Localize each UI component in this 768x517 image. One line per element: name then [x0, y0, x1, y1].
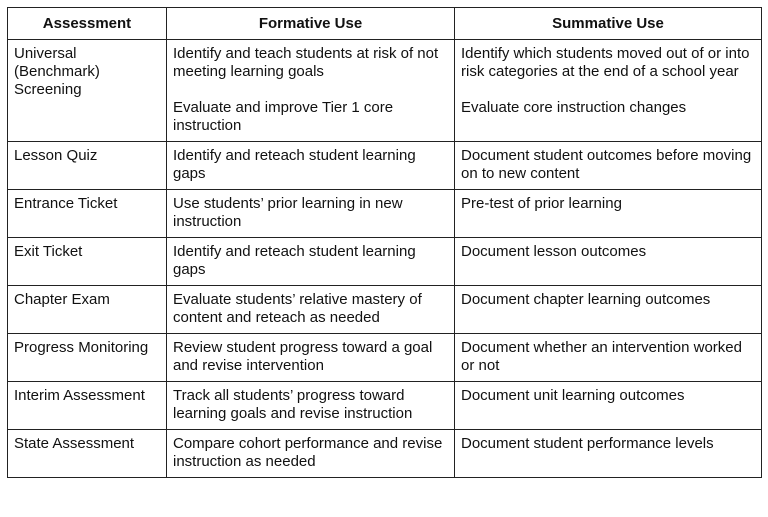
formative-cell: Review student progress toward a goal and revise intervention [167, 334, 455, 382]
summative-cell [455, 40, 762, 142]
formative-text: Evaluate and improve Tier 1 core instruction [173, 99, 394, 134]
table-row [8, 142, 762, 190]
summative-text: Identify which students moved out of or into risk categories at the end of a school year [461, 45, 750, 80]
assessment-cell: Universal (Benchmark) Screening [8, 40, 167, 142]
table-row [8, 190, 762, 238]
table-row [8, 40, 762, 142]
table-row [8, 334, 762, 382]
summative-cell: Document chapter learning outcomes [455, 286, 762, 334]
formative-cell: Identify and reteach student learning gaps [167, 238, 455, 286]
formative-cell: Compare cohort performance and revise instruction as needed [167, 430, 455, 478]
header-formative-use: Formative Use [167, 8, 455, 40]
assessment-cell: State Assessment [8, 430, 167, 478]
formative-text: Identify and teach students at risk of not meeting learning goals [173, 45, 439, 80]
formative-cell: Identify and reteach student learning gaps [167, 142, 455, 190]
assessment-cell: Progress Monitoring [8, 334, 167, 382]
header-assessment: Assessment [8, 8, 167, 40]
summative-cell: Document unit learning outcomes [455, 382, 762, 430]
summative-cell: Pre-test of prior learning [455, 190, 762, 238]
assessment-table [7, 7, 762, 478]
summative-cell: Document lesson outcomes [455, 238, 762, 286]
summative-cell: Document whether an intervention worked or not [455, 334, 762, 382]
header-row [8, 8, 762, 40]
summative-text: Evaluate core instruction changes [461, 99, 687, 116]
summative-cell: Document student performance levels [455, 430, 762, 478]
assessment-cell: Chapter Exam [8, 286, 167, 334]
assessment-cell: Interim Assessment [8, 382, 167, 430]
formative-cell: Evaluate students’ relative mastery of content and reteach as needed [167, 286, 455, 334]
assessment-cell: Entrance Ticket [8, 190, 167, 238]
summative-cell: Document student outcomes before moving on to new content [455, 142, 762, 190]
header-summative-use: Summative Use [455, 8, 762, 40]
formative-cell: Use students’ prior learning in new instruction [167, 190, 455, 238]
assessment-cell: Exit Ticket [8, 238, 167, 286]
table-row [8, 238, 762, 286]
table-row [8, 382, 762, 430]
formative-cell: Track all students’ progress toward learning goals and revise instruction [167, 382, 455, 430]
table-row [8, 286, 762, 334]
assessment-cell: Lesson Quiz [8, 142, 167, 190]
formative-cell [167, 40, 455, 142]
table-row [8, 430, 762, 478]
